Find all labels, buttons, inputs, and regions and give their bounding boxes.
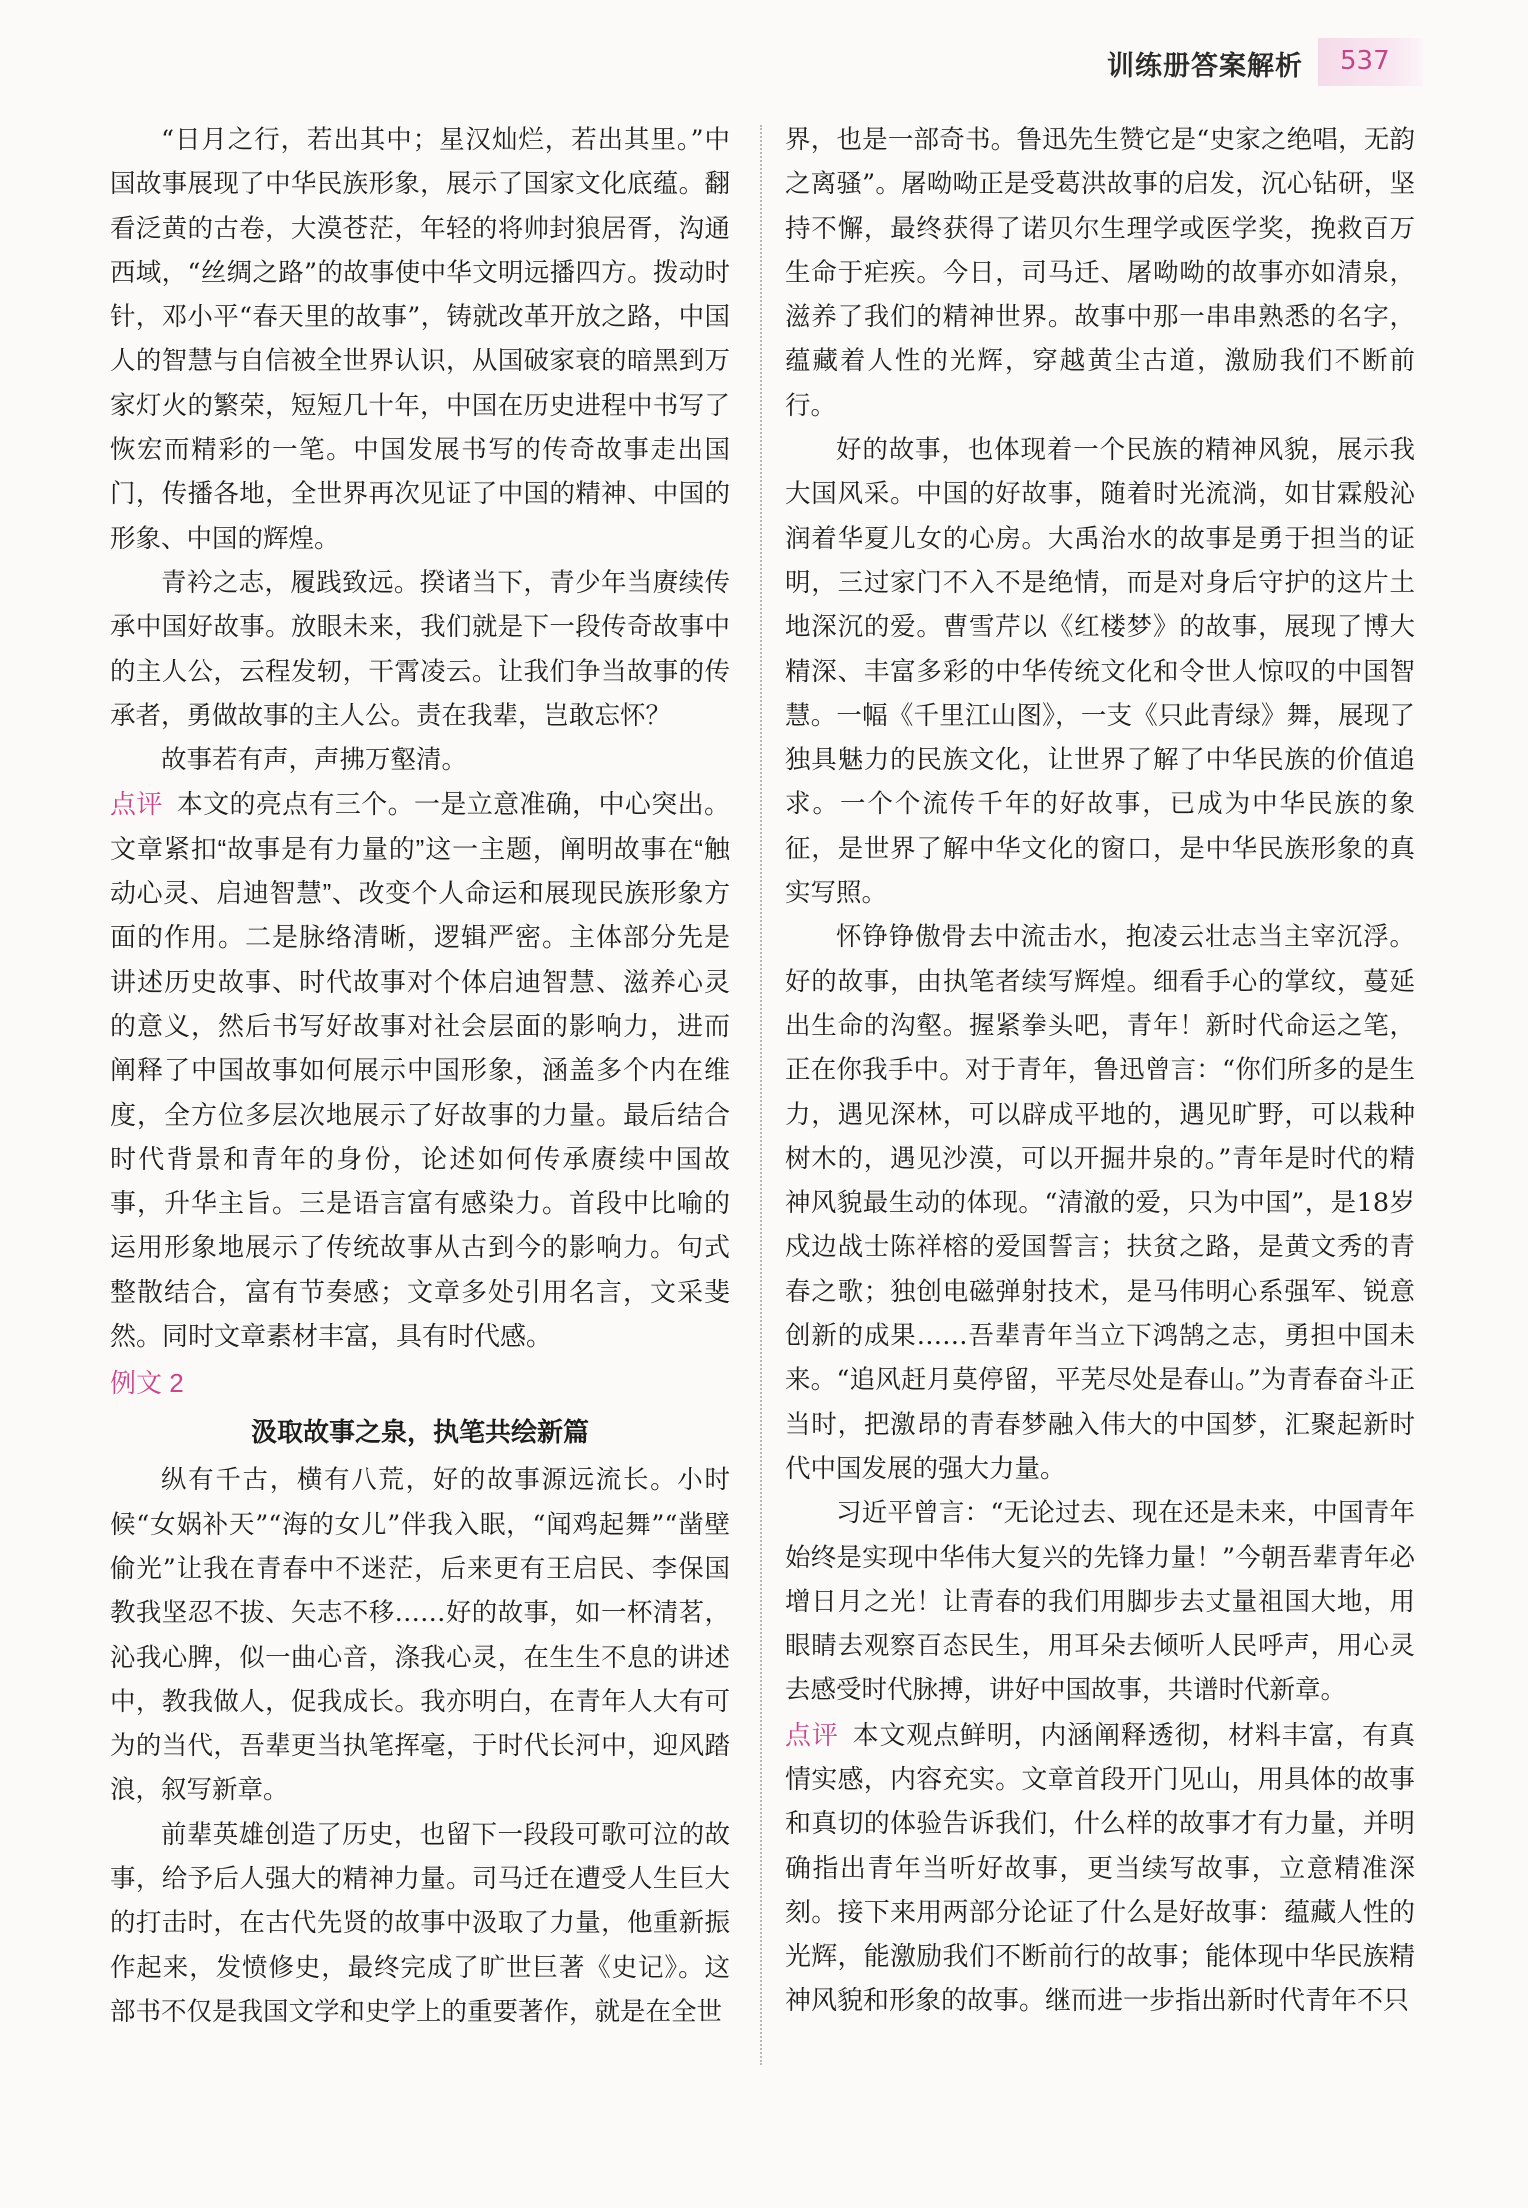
commentary-tag: 点评 bbox=[110, 789, 163, 820]
page-number: 537 bbox=[1340, 46, 1390, 76]
commentary-text: 本文的亮点有三个。一是立意准确，中心突出。文章紧扣“故事是有力量的”这一主题，阐明故事在“触动心灵、启迪智慧”、改变个人命运和展现民族形象方面的作用。二是脉络清晰，逻辑严密。主体部分先是讲述历史故事、时代故事对个体启迪智慧、滋养心灵的意义，然后书写好故事对社会层面的影响力，进而阐释了中国故事如何展示中国形象，涵盖多个内在维度，全方位多层次地展示了好故事的力量。最后结合时代背景和青年的身份，论述如何传承赓续中国故事，升华主旨。三是语言富有感染力。首段中比喻的运用形象地展示了传统故事从古到今的影响力。句式整散结合，富有节奏感；文章多处引用名言，文采斐然。同时文章素材丰富，具有时代感。 bbox=[110, 789, 730, 1352]
paragraph: 好的故事，也体现着一个民族的精神风貌，展示我大国风采。中国的好故事，随着时光流淌，如甘霖般沁润着华夏儿女的心房。大禹治水的故事是勇于担当的证明，三过家门不入不是绝情，而是对身后守护的这片土地深沉的爱。曹雪芹以《红楼梦》的故事，展现了博大精深、丰富多彩的中华传统文化和令世人惊叹的中国智慧。一幅《千里江山图》，一支《只此青绿》舞，展现了独具魅力的民族文化，让世界了解了中华民族的价值追求。一个个流传千年的好故事，已成为中华民族的象征，是世界了解中华文化的窗口，是中华民族形象的真实写照。 bbox=[785, 435, 1415, 909]
paragraph: 前辈英雄创造了历史，也留下一段段可歌可泣的故事，给予后人强大的精神力量。司马迁在遭受人生巨大的打击时，在古代先贤的故事中汲取了力量，他重新振作起来，发愤修史，最终完成了旷世巨著《史记》。这部书不仅是我国文学和史学上的重要著作，就是在全世 bbox=[110, 1819, 730, 2027]
example-label: 例文 2 bbox=[110, 1368, 184, 1399]
page-header bbox=[0, 38, 1528, 98]
commentary-block bbox=[785, 1713, 1415, 2023]
left-column bbox=[110, 118, 730, 2034]
paragraph: 习近平曾言：“无论过去、现在还是未来，中国青年始终是实现中华伟大复兴的先锋力量！”今朝吾辈青年必增日月之光！让青春的我们用脚步去丈量祖国大地，用眼睛去观察百态民生，用耳朵去倾听人民呼声，用心灵去感受时代脉搏，讲好中国故事，共谱时代新章。 bbox=[785, 1498, 1415, 1706]
commentary-tag: 点评 bbox=[785, 1719, 839, 1750]
paragraph: 纵有千古，横有八荒，好的故事源远流长。小时候“女娲补天”“海的女儿”伴我入眠，“闻鸡起舞”“凿壁偷光”让我在青春中不迷茫，后来更有王启民、李保国教我坚忍不拔、矢志不移……好的故事，如一杯清茗，沁我心脾，似一曲心音，涤我心灵，在生生不息的讲述中，教我做人，促我成长。我亦明白，在青年人大有可为的当代，吾辈更当执笔挥毫，于时代长河中，迎风踏浪，叙写新章。 bbox=[110, 1465, 730, 1806]
column-divider bbox=[760, 125, 762, 2065]
right-column bbox=[785, 118, 1415, 2023]
commentary-text: 本文观点鲜明，内涵阐释透彻，材料丰富，有真情实感，内容充实。文章首段开门见山，用具体的故事和真切的体验告诉我们，什么样的故事才有力量，并明确指出青年当听好故事，更当续写故事，立意精准深刻。接下来用两部分论证了什么是好故事：蕴藏人性的光辉，能激励我们不断前行的故事；能体现中华民族精神风貌和形象的故事。继而进一步指出新时代青年不只 bbox=[785, 1719, 1415, 2016]
page-number-badge bbox=[1318, 38, 1423, 86]
paragraph: “日月之行，若出其中；星汉灿烂，若出其里。”中国故事展现了中华民族形象，展示了国家文化底蕴。翻看泛黄的古卷，大漠苍茫，年轻的将帅封狼居胥，沟通西域，“丝绸之路”的故事使中华文明远播四方。拨动时针，邓小平“春天里的故事”，铸就改革开放之路，中国人的智慧与自信被全世界认识，从国破家衰的暗黑到万家灯火的繁荣，短短几十年，中国在历史进程中书写了恢宏而精彩的一笔。中国发展书写的传奇故事走出国门，传播各地，全世界再次见证了中国的精神、中国的形象、中国的辉煌。 bbox=[110, 125, 730, 554]
paragraph: 青衿之志，履践致远。揆诸当下，青少年当赓续传承中国好故事。放眼未来，我们就是下一段传奇故事中的主人公，云程发轫，干霄凌云。让我们争当故事的传承者，勇做故事的主人公。责在我辈，岂敢忘怀？ bbox=[110, 567, 730, 731]
paragraph: 怀铮铮傲骨去中流击水，抱凌云壮志当主宰沉浮。好的故事，由执笔者续写辉煌。细看手心的掌纹，蔓延出生命的沟壑。握紧拳头吧，青年！新时代命运之笔，正在你我手中。对于青年，鲁迅曾言：“你们所多的是生力，遇见深林，可以辟成平地的，遇见旷野，可以栽种树木的，遇见沙漠，可以开掘井泉的。”青年是时代的精神风貌最生动的体现。“清澈的爱，只为中国”，是18岁戍边战士陈祥榕的爱国誓言；扶贫之路，是黄文秀的青春之歌；独创电磁弹射技术，是马伟明心系强军、锐意创新的成果……吾辈青年当立下鸿鹄之志，勇担中国未来。“追风赶月莫停留，平芜尽处是春山。”为青春奋斗正当时，把激昂的青春梦融入伟大的中国梦，汇聚起新时代中国发展的强大力量。 bbox=[785, 922, 1415, 1484]
commentary-block bbox=[110, 782, 730, 1358]
essay-title: 汲取故事之泉，执笔共绘新篇 bbox=[250, 1418, 589, 1449]
paragraph: 界，也是一部奇书。鲁迅先生赞它是“史家之绝唱，无韵之离骚”。屠呦呦正是受葛洪故事的启发，沉心钻研，坚持不懈，最终获得了诺贝尔生理学或医学奖，挽救百万生命于疟疾。今日，司马迁、屠呦呦的故事亦如清泉，滋养了我们的精神世界。故事中那一串串熟悉的名字，蕴藏着人性的光辉，穿越黄尘古道，激励我们不断前行。 bbox=[785, 125, 1415, 421]
paragraph: 故事若有声，声拂万壑清。 bbox=[161, 745, 468, 776]
header-title: 训练册答案解析 bbox=[1107, 51, 1303, 82]
